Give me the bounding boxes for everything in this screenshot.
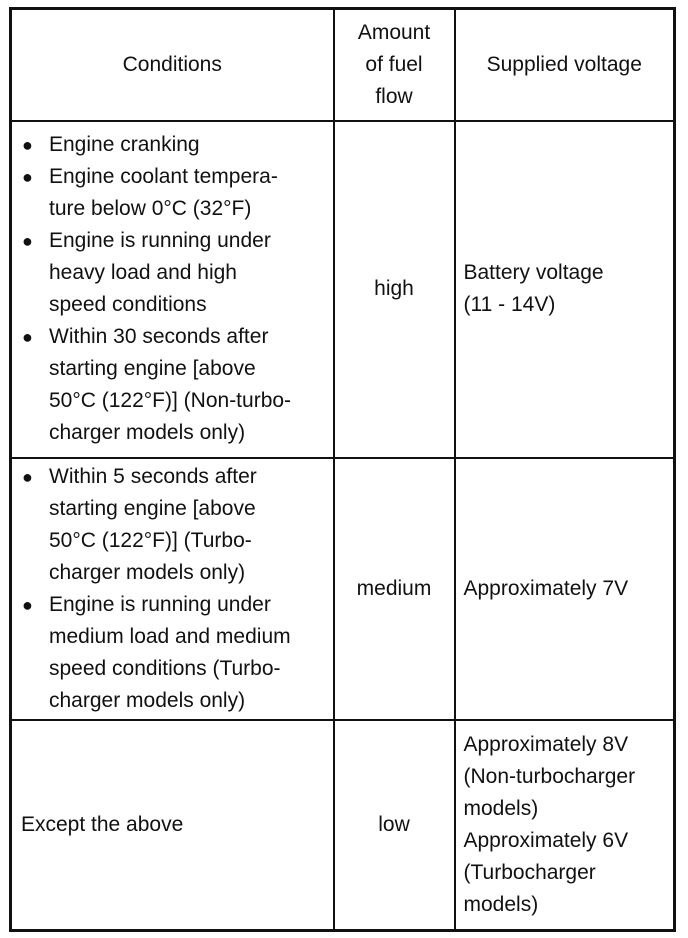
table-row-medium — [11, 458, 675, 720]
condition-item — [20, 129, 333, 161]
supplied-voltage-cell: Approximately 7V — [455, 458, 675, 720]
fuel-flow-cell: high — [334, 121, 455, 458]
condition-text: Engine coolant tempera- ture below 0°C (32°F) — [49, 165, 278, 220]
condition-text: Engine is running under medium load and medium speed conditions (Turbo- charger models only) — [49, 592, 291, 712]
bullet-icon: ● — [22, 135, 33, 155]
bullet-icon: ● — [22, 327, 33, 347]
header-supplied-voltage: Supplied voltage — [455, 9, 675, 121]
conditions-cell: Except the above — [11, 720, 334, 931]
supplied-voltage-cell: Approximately 8V (Non-turbocharger models) Approximately 6V (Turbocharger models) — [455, 720, 675, 931]
fuel-flow-cell: low — [334, 720, 455, 931]
condition-text: Within 30 seconds after starting engine [above 50°C (122°F)] (Non-turbo- charger models only) — [49, 325, 292, 444]
condition-item — [20, 321, 333, 449]
condition-text: Within 5 seconds after starting engine [above 50°C (122°F)] (Turbo- charger models only) — [49, 464, 257, 584]
conditions-cell — [11, 121, 334, 458]
bullet-icon: ● — [22, 167, 33, 187]
bullet-icon: ● — [22, 594, 33, 615]
conditions-cell — [11, 458, 334, 720]
header-row — [11, 9, 675, 121]
condition-text: Engine cranking — [49, 133, 200, 156]
condition-item — [20, 225, 333, 321]
bullet-icon: ● — [22, 231, 33, 251]
bullet-icon: ● — [22, 466, 33, 487]
condition-item — [20, 161, 333, 225]
fuel-flow-table — [9, 7, 676, 932]
header-conditions: Conditions — [11, 9, 334, 121]
condition-item — [20, 589, 333, 717]
condition-list — [12, 129, 333, 449]
header-amount-of-fuel-flow: Amount of fuel flow — [334, 9, 455, 121]
condition-text: Engine is running under heavy load and high speed conditions — [49, 229, 271, 316]
fuel-flow-cell: medium — [334, 458, 455, 720]
supplied-voltage-cell: Battery voltage (11 - 14V) — [455, 121, 675, 458]
table-row-high — [11, 121, 675, 458]
condition-list — [12, 461, 333, 717]
table-row-low — [11, 720, 675, 931]
condition-item — [20, 461, 333, 589]
